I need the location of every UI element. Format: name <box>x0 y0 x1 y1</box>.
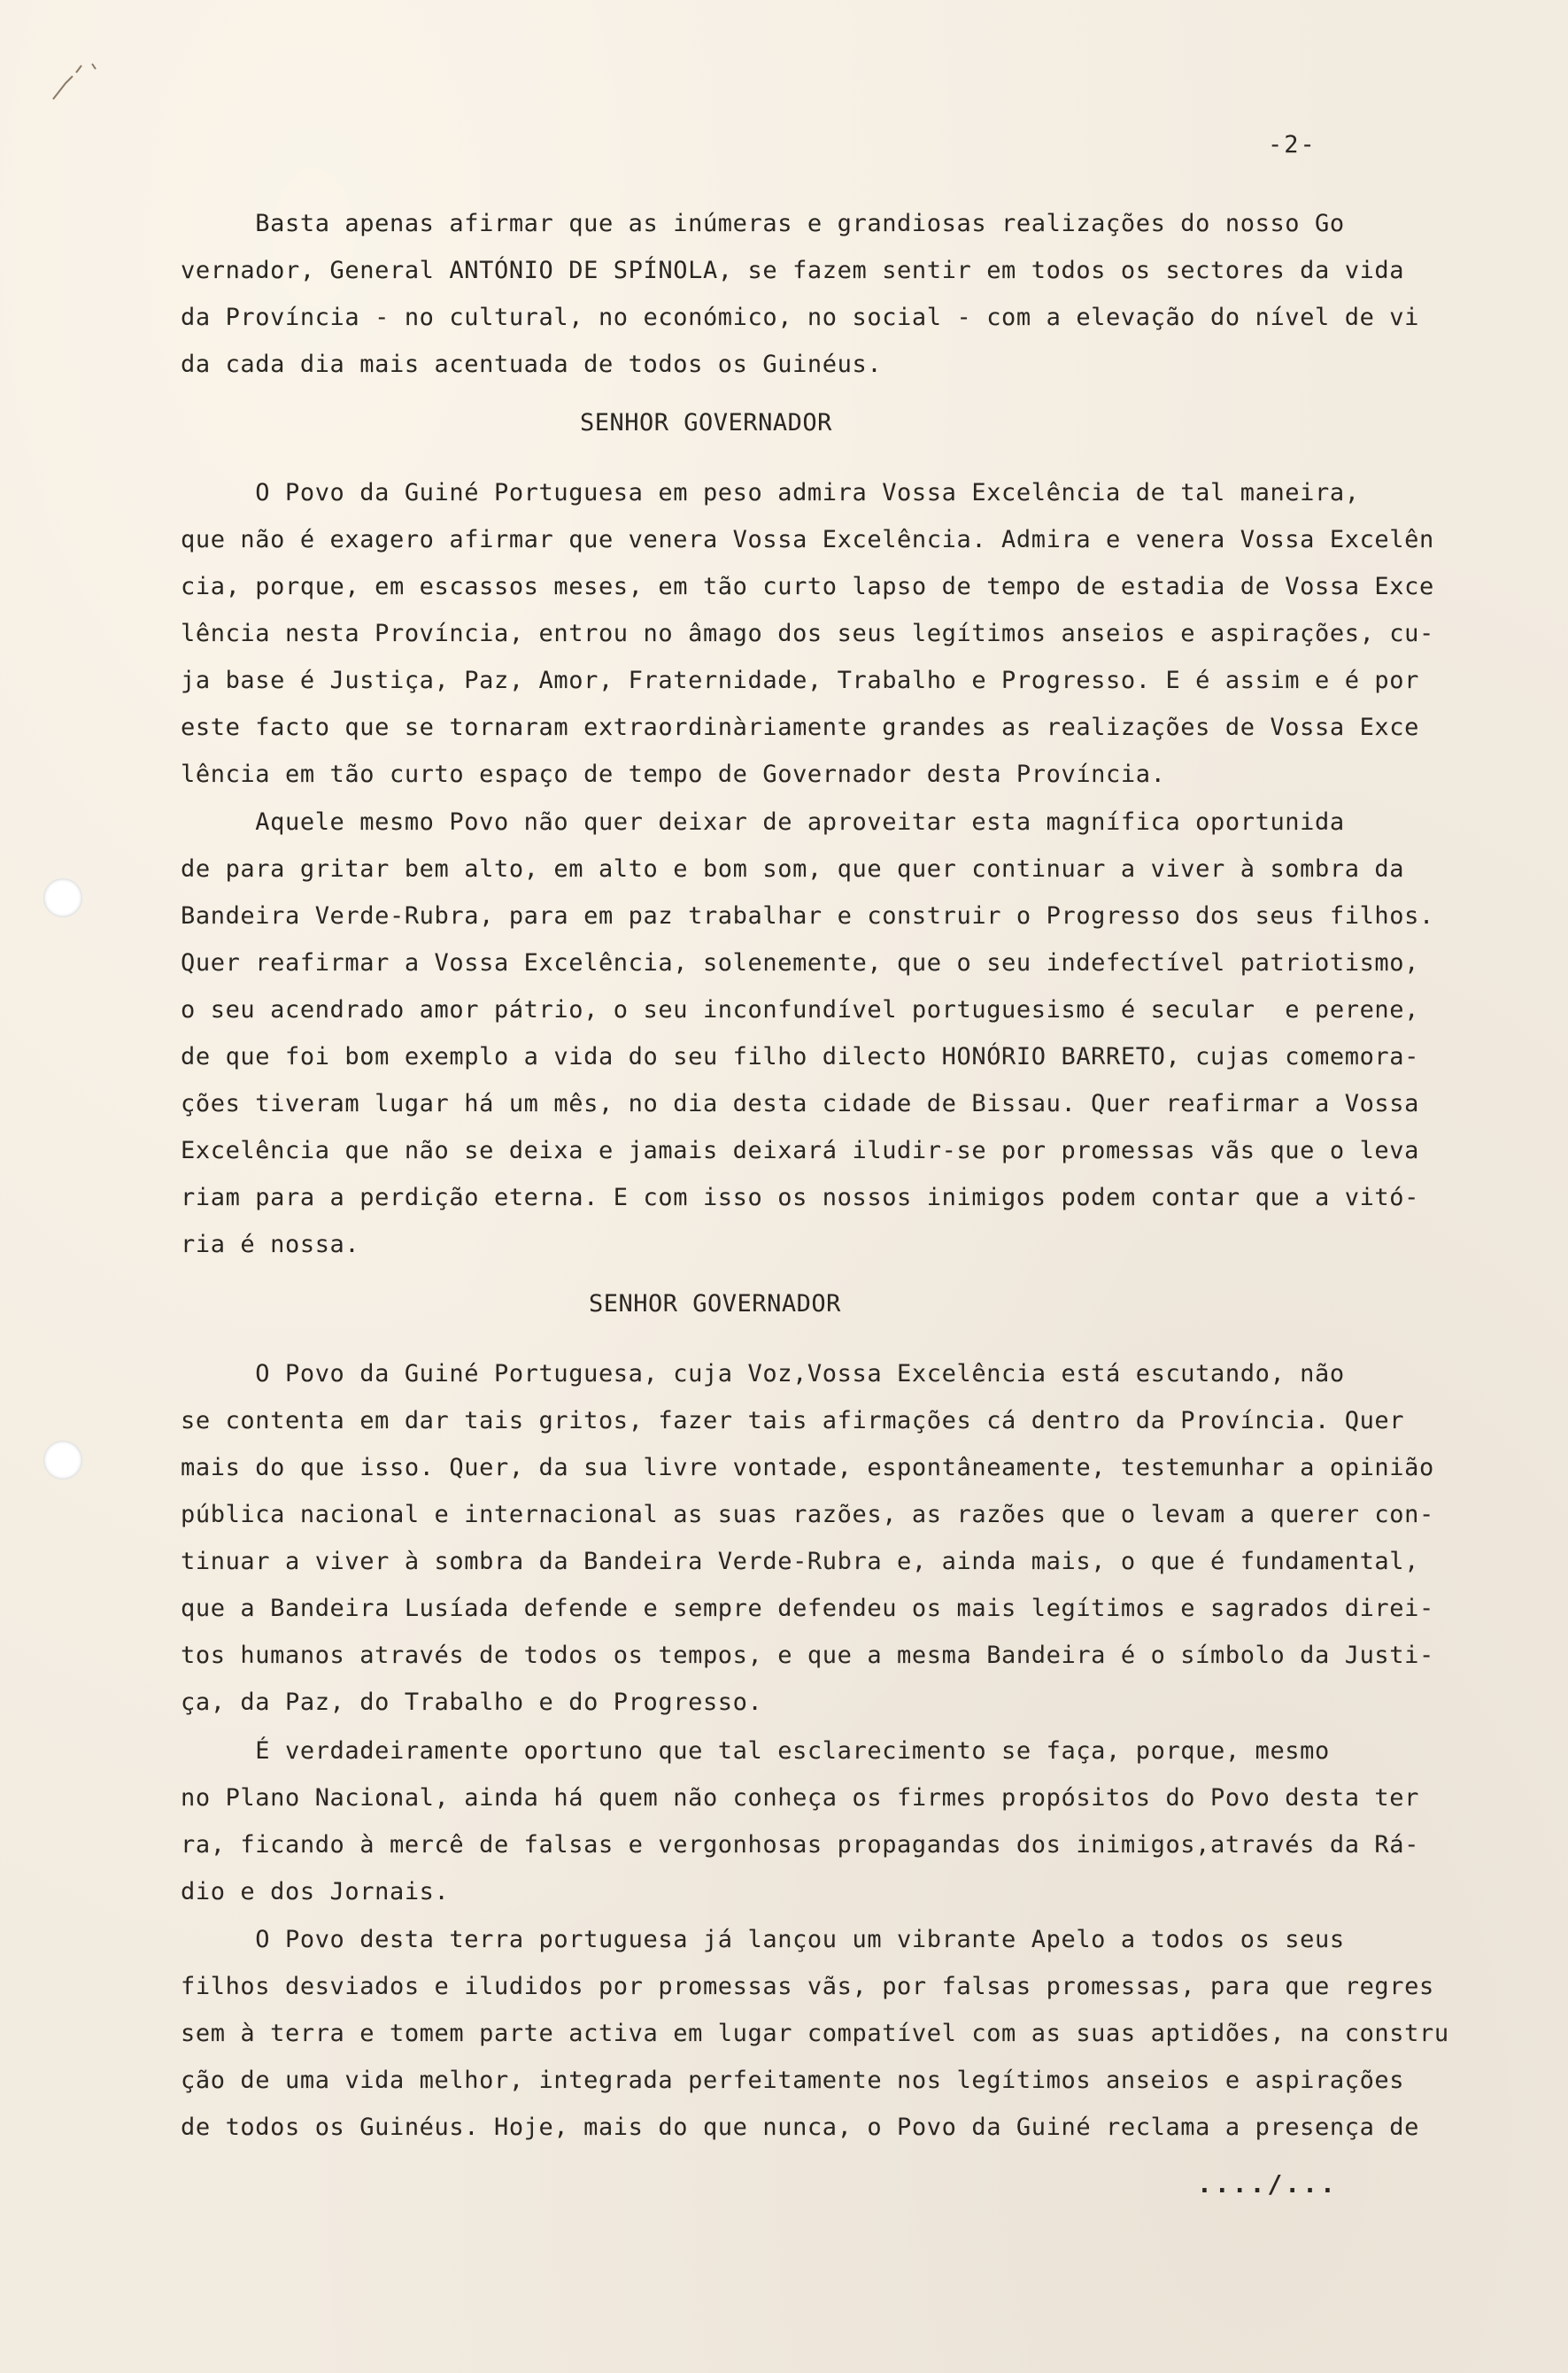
paragraph: Basta apenas afirmar que as inúmeras e grandiosas realizações do nosso Go vernador, General ANTÓNIO DE SPÍNOLA, se fazem sentir em todos os sectores da vida da Província - no cultural, no económico, no social - com a elevação do nível de vi da cada dia mais acentuada de todos os Guinéus. <box>181 210 1419 378</box>
section-heading: SENHOR GOVERNADOR <box>589 1290 841 1318</box>
punch-hole <box>43 878 82 917</box>
continuation-mark: ..../... <box>1197 2169 1338 2199</box>
section-heading: SENHOR GOVERNADOR <box>580 409 832 437</box>
punch-hole <box>43 1441 82 1480</box>
paragraph: O Povo da Guiné Portuguesa, cuja Voz,Vossa Excelência está escutando, não se contenta em dar tais gritos, fazer tais afirmações cá dentro da Província. Quer mais do que isso. Quer, da sua livre vontade, espontâneamente, testemunhar a opinião pública nacional e internacional as suas razões, as razões que o levam a querer con- tinuar a viver à sombra da Bandeira Verde-Rubra e, ainda mais, o que é fundamental, que a Bandeira Lusíada defende e sempre defendeu os mais legítimos e sagrados direi- tos humanos através de todos os tempos, e que a mesma Bandeira é o símbolo da Justi- ça, da Paz, do Trabalho e do Progresso. <box>181 1360 1434 1716</box>
ink-smudge-icon <box>46 57 99 110</box>
paragraph: O Povo da Guiné Portuguesa em peso admira Vossa Excelência de tal maneira, que não é exagero afirmar que venera Vossa Excelência. Admira e venera Vossa Excelên cia, porque, em escassos meses, em tão curto lapso de tempo de estadia de Vossa Exce lência nesta Província, entrou no âmago dos seus legítimos anseios e aspirações, cu- ja base é Justiça, Paz, Amor, Fraternidade, Trabalho e Progresso. E é assim e é por este facto que se tornaram extraordinàriamente grandes as realizações de Vossa Exce lência em tão curto espaço de tempo de Governador desta Província. <box>181 479 1434 788</box>
paragraph: O Povo desta terra portuguesa já lançou um vibrante Apelo a todos os seus filhos desviados e iludidos por promessas vãs, por falsas promessas, para que regres sem à terra e tomem parte activa em lugar compatível com as suas aptidões, na constru ção de uma vida melhor, integrada perfeitamente nos legítimos anseios e aspirações de todos os Guinéus. Hoje, mais do que nunca, o Povo da Guiné reclama a presença de <box>181 1926 1449 2141</box>
paragraph: É verdadeiramente oportuno que tal esclarecimento se faça, porque, mesmo no Plano Nacional, ainda há quem não conheça os firmes propósitos do Povo desta ter ra, ficando à mercê de falsas e vergonhosas propagandas dos inimigos,através da Rá- dio e dos Jornais. <box>181 1737 1419 1905</box>
paragraph: Aquele mesmo Povo não quer deixar de aproveitar esta magnífica oportunida de para gritar bem alto, em alto e bom som, que quer continuar a viver à sombra da Bandeira Verde-Rubra, para em paz trabalhar e construir o Progresso dos seus filhos. Quer reafirmar a Vossa Excelência, solenemente, que o seu indefectível patriotismo, o seu acendrado amor pátrio, o seu inconfundível portuguesismo é secular e perene, de que foi bom exemplo a vida do seu filho dilecto HONÓRIO BARRETO, cujas comemora- ções tiveram lugar há um mês, no dia desta cidade de Bissau. Quer reafirmar a Vossa Excelência que não se deixa e jamais deixará iludir-se por promessas vãs que o leva riam para a perdição eterna. E com isso os nossos inimigos podem contar que a vitó- ria é nossa. <box>181 808 1434 1258</box>
page-number: -2- <box>1268 131 1317 158</box>
